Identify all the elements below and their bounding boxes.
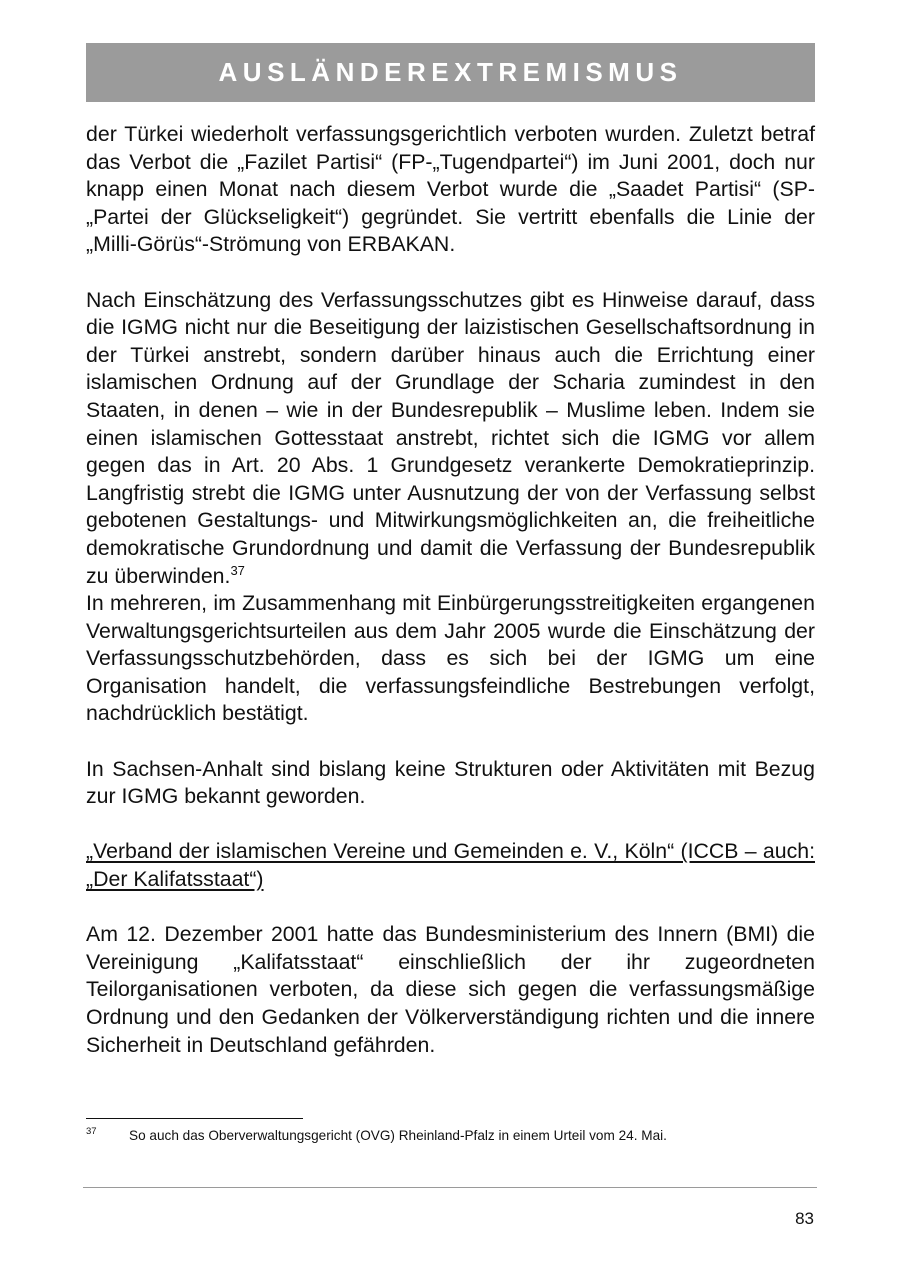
paragraph-3: In mehreren, im Zusammenhang mit Einbürgerungsstreitigkeiten ergangenen Verwaltungsgerichtsurteilen aus dem Jahr 2005 wurde die Einschätzung der Verfassungsschutzbehörden, dass es sich bei der IGMG um eine Organisation handelt, die verfassungsfeindliche Bestrebungen verfolgt, nachdrücklich bestätigt. [86, 591, 815, 726]
subsection-heading: „Verband der islamischen Vereine und Gemeinden e. V., Köln“ (ICCB – auch: „Der Kalifatsstaat“) [86, 839, 815, 892]
body-text [86, 121, 815, 1059]
paragraph-1: der Türkei wiederholt verfassungsgerichtlich verboten wurden. Zuletzt betraf das Verbot die „Fazilet Partisi“ (FP-„Tugendpartei“) im Juni 2001, doch nur knapp einen Monat nach diesem Verbot wurde die „Saadet Partisi“ (SP-„Partei der Glückseligkeit“) gegründet. Sie vertritt ebenfalls die Linie der „Milli-Görüs“-Strömung von ERBAKAN. [86, 122, 815, 257]
footnote-number: 37 [86, 1126, 97, 1137]
footer-divider [83, 1187, 817, 1188]
page-number: 83 [795, 1209, 814, 1228]
section-header [86, 43, 815, 102]
paragraph-5: Am 12. Dezember 2001 hatte das Bundesministerium des Innern (BMI) die Vereinigung „Kalifatsstaat“ einschließlich der ihr zugeordneten Teilorganisationen verboten, da diese sich gegen die verfassungsmäßige Ordnung und den Gedanken der Völkerverständigung richten und die innere Sicherheit in Deutschland gefährden. [86, 922, 815, 1057]
footnote-text: So auch das Oberverwaltungsgericht (OVG) Rheinland-Pfalz in einem Urteil vom 24. Mai. [129, 1128, 667, 1143]
footnote-ref-37[interactable]: 37 [230, 562, 245, 578]
section-title: AUSLÄNDEREXTREMISMUS [218, 57, 683, 87]
paragraph-2-text: Nach Einschätzung des Verfassungsschutzes gibt es Hinweise darauf, dass die IGMG nicht nur die Beseitigung der laizistischen Gesellschaftsordnung in der Türkei anstrebt, sondern darüber hinaus auch die Errichtung einer islamischen Ordnung auf der Grundlage der Scharia zumindest in den Staaten, in denen – wie in der Bundesrepublik – Muslime leben. Indem sie einen islamischen Gottesstaat anstrebt, richtet sich die IGMG vor allem gegen das in Art. 20 Abs. 1 Grundgesetz verankerte Demokratieprinzip. Langfristig strebt die IGMG unter Ausnutzung der von der Verfassung selbst gebotenen Gestaltungs- und Mitwirkungsmöglichkeiten an, die freiheitliche demokratische Grundordnung und damit die Verfassung der Bundesrepublik zu überwinden. [86, 287, 815, 588]
footnote-divider [86, 1118, 303, 1119]
paragraph-4: In Sachsen-Anhalt sind bislang keine Strukturen oder Aktivitäten mit Bezug zur IGMG bekannt geworden. [86, 756, 815, 809]
paragraph-2 [86, 287, 815, 591]
